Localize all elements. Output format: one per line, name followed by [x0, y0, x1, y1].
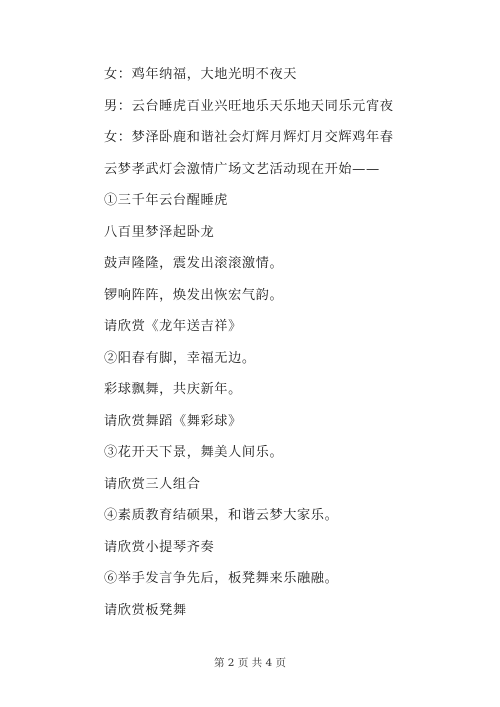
text-line: ④素质教育结硕果，和谐云梦大家乐。: [104, 508, 339, 523]
text-line: 女：梦泽卧鹿和谐社会灯辉月辉灯月交辉鸡年春: [104, 130, 394, 145]
text-line: 彩球飘舞，共庆新年。: [104, 382, 242, 397]
text-line: ③花开天下景，舞美人间乐。: [104, 445, 284, 460]
text-line: 锣响阵阵，焕发出恢宏气韵。: [104, 287, 284, 303]
text-line: 请欣赏舞蹈《舞彩球》: [104, 413, 242, 429]
text-line: 男：云台睡虎百业兴旺地乐天乐地天同乐元宵夜: [104, 98, 394, 114]
text-line: 云梦孝武灯会激情广场文艺活动现在开始——: [104, 161, 380, 177]
text-line: 请欣赏小提琴齐奏: [104, 539, 215, 555]
text-line: 请欣赏板凳舞: [104, 602, 187, 618]
text-line: ⑥举手发言争先后，板凳舞来乐融融。: [104, 571, 339, 586]
page-footer: 第 2 页 共 4 页: [213, 657, 287, 669]
document-body: [104, 62, 474, 629]
text-line: 请欣赏《龙年送吉祥》: [104, 319, 242, 334]
text-line: 鼓声隆隆，震发出滚滚激情。: [104, 256, 284, 271]
text-line: 女：鸡年纳福，大地光明不夜天: [104, 67, 298, 82]
text-line: 请欣赏三人组合: [104, 476, 201, 492]
text-line: ②阳春有脚，幸福无边。: [104, 350, 256, 366]
text-line: 八百里梦泽起卧龙: [104, 224, 215, 240]
text-line: ①三千年云台醒睡虎: [104, 193, 229, 208]
